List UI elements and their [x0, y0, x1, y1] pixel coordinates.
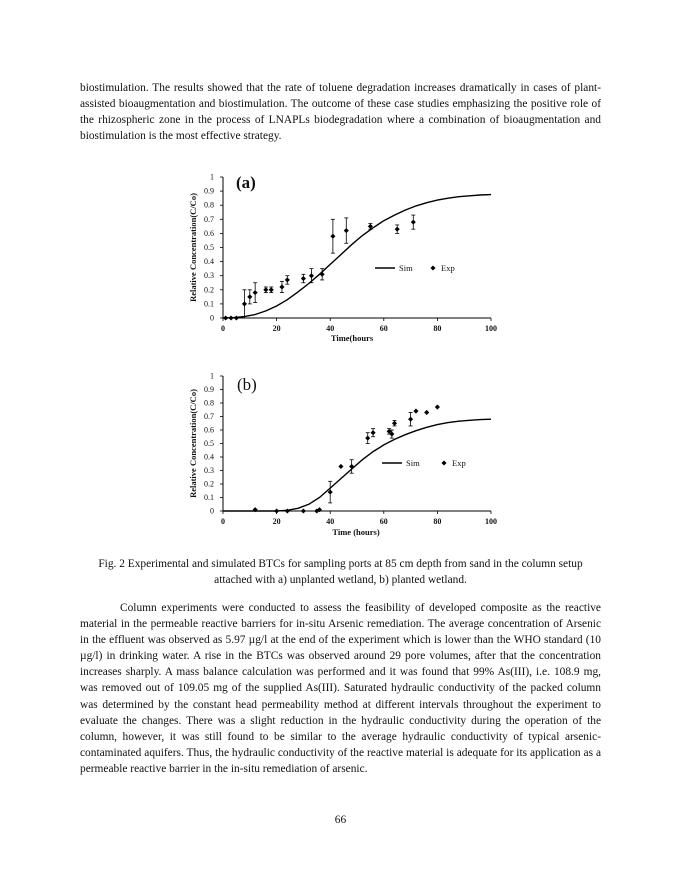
page-number: 66: [334, 814, 347, 826]
legend-exp-label: Exp: [452, 458, 466, 468]
exp-data-point: [247, 294, 252, 299]
y-tick-label: 0.1: [204, 299, 214, 309]
y-tick-label: 0.9: [204, 385, 214, 394]
x-tick-label: 0: [221, 324, 225, 333]
y-axis-label: Relative Concentration(C/Co): [188, 193, 198, 302]
panel-label: (b): [237, 375, 257, 394]
exp-data-point: [263, 287, 268, 292]
exp-data-point: [344, 228, 349, 233]
x-axis-label: Time (hours): [332, 527, 380, 537]
y-tick-label: 0.5: [204, 243, 214, 252]
exp-data-point: [228, 315, 233, 320]
figure-caption: Fig. 2 Experimental and simulated BTCs for sampling ports at 85 cm depth from sand in the column setup attached with a) unplanted wetland, b) planted wetland.: [98, 558, 583, 586]
sim-series-line: [223, 419, 491, 511]
y-tick-label: 0.2: [204, 285, 214, 295]
y-tick-label: 0: [210, 506, 214, 516]
y-tick-label: 0.9: [204, 186, 214, 196]
y-axis-label: Relative Concentration(C/Co): [188, 389, 198, 498]
x-tick-label: 60: [379, 324, 388, 333]
y-tick-label: 0.8: [204, 200, 214, 210]
exp-data-point: [330, 234, 335, 239]
exp-data-point: [411, 220, 416, 225]
y-tick-label: 0.6: [204, 425, 214, 435]
exp-data-point: [371, 430, 376, 435]
legend-exp-label: Exp: [441, 263, 455, 273]
exp-data-point: [365, 436, 370, 441]
y-tick-label: 0: [210, 313, 214, 323]
sim-series-line: [223, 195, 491, 318]
x-tick-label: 20: [272, 324, 281, 333]
exp-data-point: [223, 315, 228, 320]
exp-data-point: [413, 409, 418, 414]
exp-data-point: [274, 508, 279, 513]
y-tick-label: 0.1: [204, 493, 214, 502]
exp-data-point: [435, 405, 440, 410]
y-tick-label: 1: [210, 371, 214, 381]
x-tick-label: 0: [221, 517, 225, 526]
chart-panel-b: [0, 370, 681, 545]
legend-sim-label: Sim: [406, 458, 420, 468]
exp-data-point: [269, 287, 274, 292]
y-tick-label: 0.3: [204, 271, 214, 281]
exp-data-point: [395, 227, 400, 232]
y-tick-label: 0.8: [204, 398, 214, 408]
exp-data-point: [285, 277, 290, 282]
y-tick-label: 1: [210, 172, 214, 182]
exp-data-point: [424, 410, 429, 415]
exp-data-point: [234, 315, 239, 320]
exp-data-point: [309, 273, 314, 278]
exp-data-point: [253, 290, 258, 295]
x-tick-label: 100: [485, 517, 497, 526]
intro-paragraph: biostimulation. The results showed that the rate of toluene degradation increases dramatically in cases of plant-assisted bioaugmentation and biostimulation. The outcome of these case studies emphasizing the positive role of the rhizospheric zone in the process of LNAPLs biodegradation where a combination of bioaugmentation and biostimulation is the most effective strategy.: [80, 82, 601, 143]
y-tick-label: 0.7: [204, 214, 214, 224]
x-tick-label: 100: [485, 324, 497, 333]
y-tick-label: 0.4: [204, 257, 214, 267]
legend-sim-label: Sim: [399, 263, 413, 273]
exp-data-point: [285, 508, 290, 513]
x-tick-label: 40: [326, 324, 335, 333]
x-tick-label: 20: [272, 517, 281, 526]
x-tick-label: 60: [379, 517, 388, 526]
x-tick-label: 80: [433, 517, 442, 526]
legend-exp-swatch: [441, 460, 446, 465]
legend-exp-swatch: [430, 265, 435, 270]
y-tick-label: 0.4: [204, 452, 214, 462]
exp-data-point: [301, 508, 306, 513]
exp-data-point: [408, 417, 413, 422]
x-tick-label: 80: [433, 324, 442, 333]
exp-data-point: [242, 301, 247, 306]
y-tick-label: 0.5: [204, 439, 214, 448]
x-axis-label: Time(hours: [330, 333, 374, 343]
exp-data-point: [338, 464, 343, 469]
chart-panel-a: [0, 170, 681, 345]
y-tick-label: 0.3: [204, 466, 214, 475]
y-tick-label: 0.7: [204, 412, 214, 421]
exp-data-point: [392, 421, 397, 426]
exp-data-point: [301, 276, 306, 281]
y-tick-label: 0.6: [204, 228, 214, 238]
exp-data-point: [279, 284, 284, 289]
panel-label: (a): [236, 173, 256, 192]
body-paragraph: Column experiments were conducted to assess the feasibility of developed composite as the reactive material in the permeable reactive barriers for in-situ Arsenic remediation. The average concentration of Arsenic in the effluent was observed as 5.97 µg/l at the end of the experiment which is lower than the WHO standard (10 µg/l) in drinking water. A rise in the BTCs was observed around 29 pore volumes, after that the concentration increases sharply. A mass balance calculation was performed and it was found that 99% As(III), i.e. 108.9 mg, was removed out of 109.05 mg of the supplied As(III). Saturated hydraulic conductivity of the packed column was determined by the constant head permeability method at different intervals throughout the experiment to evaluate the changes. There was a slight reduction in the hydraulic conductivity during the operation of the column, however, it was still found to be similar to the average hydraulic conductivity of typical arsenic-contaminated aquifers. Thus, the hydraulic conductivity of the reactive material is adequate for its application as a permeable reactive barrier in the in-situ remediation of arsenic.: [80, 602, 601, 775]
y-tick-label: 0.2: [204, 479, 214, 489]
exp-data-point: [320, 272, 325, 277]
x-tick-label: 40: [326, 517, 335, 526]
